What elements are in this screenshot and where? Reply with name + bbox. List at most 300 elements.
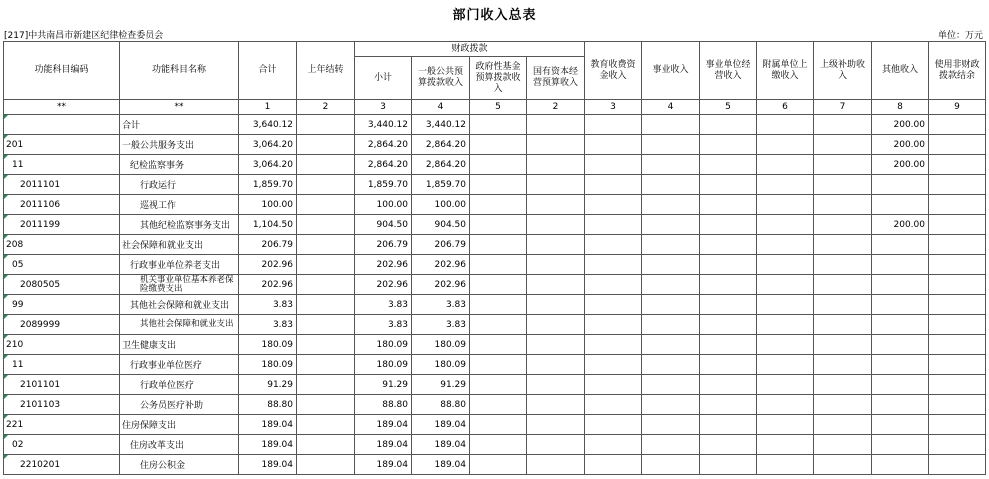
gov-fund-cell [470,275,527,295]
business-cell [642,155,700,175]
affiliated-cell [757,455,814,475]
operating-cell [700,195,757,215]
carryover-cell [297,115,355,135]
name-cell: 一般公共服务支出 [120,135,239,155]
superior-subsidy-cell [814,255,872,275]
affiliated-cell [757,295,814,315]
table-row [4,295,986,315]
subtotal-cell: 904.50 [355,215,412,235]
total-cell: 100.00 [239,195,297,215]
cell-marker-icon [4,335,8,339]
table-row [4,395,986,415]
subtotal-cell: 180.09 [355,335,412,355]
total-cell: 189.04 [239,435,297,455]
business-cell [642,295,700,315]
carryover-cell [297,175,355,195]
affiliated-cell [757,435,814,455]
page-title: 部门收入总表 [452,8,537,23]
cell-marker-icon [4,235,8,239]
total-cell: 189.04 [239,455,297,475]
table-row [4,175,986,195]
state-capital-cell [527,195,585,215]
superior-subsidy-cell [814,335,872,355]
state-capital-cell [527,135,585,155]
business-cell [642,415,700,435]
cell-marker-icon [4,195,8,199]
affiliated-cell [757,275,814,295]
code-cell: 201 [4,135,120,155]
index-cell: ** [4,100,120,115]
name-cell: 行政事业单位医疗 [120,355,239,375]
carryover-cell [297,195,355,215]
other-cell [872,455,929,475]
total-cell: 3,064.20 [239,135,297,155]
other-cell [872,175,929,195]
code-cell: 2080505 [4,275,120,295]
business-cell [642,335,700,355]
superior-subsidy-cell [814,455,872,475]
subtotal-cell: 2,864.20 [355,135,412,155]
name-cell: 其他社会保障和就业支出 [120,295,239,315]
business-cell [642,275,700,295]
carryover-cell [297,355,355,375]
operating-cell [700,315,757,335]
carryover-cell [297,415,355,435]
state-capital-cell [527,415,585,435]
header-superior-subsidy: 上级补助收入 [814,42,872,100]
gov-fund-cell [470,435,527,455]
other-cell [872,435,929,455]
affiliated-cell [757,195,814,215]
header-operating: 事业单位经营收入 [700,42,757,100]
header-carryover: 上年结转 [297,42,355,100]
subtotal-cell: 189.04 [355,455,412,475]
general-budget-cell: 3.83 [412,315,470,335]
superior-subsidy-cell [814,315,872,335]
cell-marker-icon [4,395,8,399]
business-cell [642,375,700,395]
cell-marker-icon [4,355,8,359]
operating-cell [700,155,757,175]
state-capital-cell [527,295,585,315]
operating-cell [700,415,757,435]
affiliated-cell [757,155,814,175]
carryover-cell [297,215,355,235]
name-cell: 纪检监察事务 [120,155,239,175]
general-budget-cell: 88.80 [412,395,470,415]
gov-fund-cell [470,155,527,175]
business-cell [642,455,700,475]
header-edu-fee: 教育收费资金收入 [585,42,642,100]
cell-marker-icon [4,375,8,379]
other-cell [872,415,929,435]
superior-subsidy-cell [814,435,872,455]
code-cell: 2011106 [4,195,120,215]
state-capital-cell [527,375,585,395]
affiliated-cell [757,395,814,415]
header-subtotal: 小计 [355,57,412,100]
general-budget-cell: 189.04 [412,415,470,435]
business-cell [642,355,700,375]
affiliated-cell [757,315,814,335]
code-cell: 99 [4,295,120,315]
non-fiscal-balance-cell [929,135,986,155]
superior-subsidy-cell [814,295,872,315]
operating-cell [700,215,757,235]
subtotal-cell: 88.80 [355,395,412,415]
business-cell [642,195,700,215]
state-capital-cell [527,315,585,335]
gov-fund-cell [470,395,527,415]
index-cell: 7 [814,100,872,115]
name-cell: 机关事业单位基本养老保险缴费支出 [120,275,239,295]
other-cell: 200.00 [872,135,929,155]
operating-cell [700,355,757,375]
gov-fund-cell [470,255,527,275]
non-fiscal-balance-cell [929,235,986,255]
code-cell: 2210201 [4,455,120,475]
edu-fee-cell [585,455,642,475]
other-cell [872,395,929,415]
name-cell: 其他社会保障和就业支出 [120,315,239,335]
header-state-capital: 国有资本经营预算收入 [527,57,585,100]
non-fiscal-balance-cell [929,255,986,275]
operating-cell [700,455,757,475]
general-budget-cell: 189.04 [412,435,470,455]
index-cell: 5 [700,100,757,115]
total-cell: 202.96 [239,275,297,295]
total-cell: 180.09 [239,355,297,375]
subtotal-cell: 100.00 [355,195,412,215]
superior-subsidy-cell [814,235,872,255]
non-fiscal-balance-cell [929,155,986,175]
cell-marker-icon [4,455,8,459]
other-cell [872,295,929,315]
state-capital-cell [527,175,585,195]
business-cell [642,115,700,135]
superior-subsidy-cell [814,195,872,215]
edu-fee-cell [585,235,642,255]
total-cell: 3,640.12 [239,115,297,135]
name-cell: 住房保障支出 [120,415,239,435]
edu-fee-cell [585,215,642,235]
operating-cell [700,295,757,315]
carryover-cell [297,395,355,415]
state-capital-cell [527,155,585,175]
index-cell: 2 [527,100,585,115]
edu-fee-cell [585,115,642,135]
affiliated-cell [757,115,814,135]
table-row [4,135,986,155]
gov-fund-cell [470,175,527,195]
code-cell: 221 [4,415,120,435]
superior-subsidy-cell [814,415,872,435]
edu-fee-cell [585,415,642,435]
business-cell [642,435,700,455]
code-cell: 2101103 [4,395,120,415]
edu-fee-cell [585,135,642,155]
header-total: 合计 [239,42,297,100]
subtotal-cell: 189.04 [355,435,412,455]
table-row [4,435,986,455]
header-general-budget: 一般公共预算拨款收入 [412,57,470,100]
edu-fee-cell [585,275,642,295]
income-summary-table [3,41,986,475]
total-cell: 3,064.20 [239,155,297,175]
state-capital-cell [527,275,585,295]
non-fiscal-balance-cell [929,315,986,335]
carryover-cell [297,335,355,355]
non-fiscal-balance-cell [929,175,986,195]
carryover-cell [297,435,355,455]
cell-marker-icon [4,175,8,179]
organization-label: [217]中共南昌市新建区纪律检查委员会 [4,31,164,41]
header-non-fiscal-balance: 使用非财政拨款结余 [929,42,986,100]
non-fiscal-balance-cell [929,435,986,455]
table-row [4,355,986,375]
cell-marker-icon [4,315,8,319]
superior-subsidy-cell [814,355,872,375]
subtotal-cell: 3.83 [355,315,412,335]
total-cell: 1,859.70 [239,175,297,195]
state-capital-cell [527,435,585,455]
business-cell [642,215,700,235]
non-fiscal-balance-cell [929,115,986,135]
state-capital-cell [527,115,585,135]
table-row [4,415,986,435]
name-cell: 卫生健康支出 [120,335,239,355]
general-budget-cell: 100.00 [412,195,470,215]
cell-marker-icon [4,215,8,219]
subtotal-cell: 189.04 [355,415,412,435]
operating-cell [700,335,757,355]
gov-fund-cell [470,355,527,375]
other-cell [872,235,929,255]
gov-fund-cell [470,195,527,215]
gov-fund-cell [470,455,527,475]
header-other: 其他收入 [872,42,929,100]
business-cell [642,395,700,415]
edu-fee-cell [585,315,642,335]
name-cell: 住房公积金 [120,455,239,475]
state-capital-cell [527,235,585,255]
other-cell: 200.00 [872,215,929,235]
cell-marker-icon [4,415,8,419]
total-cell: 189.04 [239,415,297,435]
gov-fund-cell [470,315,527,335]
index-cell: 2 [297,100,355,115]
gov-fund-cell [470,235,527,255]
operating-cell [700,375,757,395]
code-cell: 02 [4,435,120,455]
cell-marker-icon [4,295,8,299]
code-cell: 210 [4,335,120,355]
header-affiliated: 附属单位上缴收入 [757,42,814,100]
name-cell: 巡视工作 [120,195,239,215]
name-cell: 合计 [120,115,239,135]
business-cell [642,175,700,195]
total-cell: 202.96 [239,255,297,275]
other-cell: 200.00 [872,155,929,175]
subtotal-cell: 1,859.70 [355,175,412,195]
edu-fee-cell [585,375,642,395]
code-cell: 11 [4,355,120,375]
state-capital-cell [527,395,585,415]
index-cell: 8 [872,100,929,115]
operating-cell [700,115,757,135]
general-budget-cell: 3,440.12 [412,115,470,135]
unit-label: 单位：万元 [937,31,983,41]
superior-subsidy-cell [814,155,872,175]
subtotal-cell: 3,440.12 [355,115,412,135]
superior-subsidy-cell [814,395,872,415]
carryover-cell [297,315,355,335]
general-budget-cell: 2,864.20 [412,155,470,175]
table-row [4,315,986,335]
gov-fund-cell [470,295,527,315]
index-cell: ** [120,100,239,115]
gov-fund-cell [470,415,527,435]
total-cell: 1,104.50 [239,215,297,235]
name-cell: 行政运行 [120,175,239,195]
general-budget-cell: 189.04 [412,455,470,475]
general-budget-cell: 3.83 [412,295,470,315]
general-budget-cell: 2,864.20 [412,135,470,155]
table-row [4,335,986,355]
non-fiscal-balance-cell [929,215,986,235]
business-cell [642,135,700,155]
non-fiscal-balance-cell [929,455,986,475]
superior-subsidy-cell [814,215,872,235]
carryover-cell [297,255,355,275]
subtotal-cell: 180.09 [355,355,412,375]
carryover-cell [297,135,355,155]
total-cell: 3.83 [239,295,297,315]
carryover-cell [297,275,355,295]
code-cell: 05 [4,255,120,275]
business-cell [642,315,700,335]
gov-fund-cell [470,135,527,155]
affiliated-cell [757,375,814,395]
index-cell: 4 [642,100,700,115]
code-cell: 208 [4,235,120,255]
table-row [4,375,986,395]
carryover-cell [297,455,355,475]
subtotal-cell: 2,864.20 [355,155,412,175]
general-budget-cell: 91.29 [412,375,470,395]
state-capital-cell [527,255,585,275]
index-cell: 6 [757,100,814,115]
business-cell [642,235,700,255]
header-business: 事业收入 [642,42,700,100]
header-name: 功能科目名称 [120,42,239,100]
affiliated-cell [757,175,814,195]
total-cell: 88.80 [239,395,297,415]
state-capital-cell [527,355,585,375]
non-fiscal-balance-cell [929,395,986,415]
superior-subsidy-cell [814,275,872,295]
table-row [4,275,986,295]
non-fiscal-balance-cell [929,355,986,375]
state-capital-cell [527,335,585,355]
total-cell: 3.83 [239,315,297,335]
table-row [4,215,986,235]
header-code: 功能科目编码 [4,42,120,100]
code-cell: 2089999 [4,315,120,335]
affiliated-cell [757,335,814,355]
affiliated-cell [757,415,814,435]
business-cell [642,255,700,275]
subtotal-cell: 202.96 [355,275,412,295]
non-fiscal-balance-cell [929,195,986,215]
index-cell: 4 [412,100,470,115]
name-cell: 公务员医疗补助 [120,395,239,415]
operating-cell [700,395,757,415]
superior-subsidy-cell [814,135,872,155]
header-gov-fund: 政府性基金预算拨款收入 [470,57,527,100]
non-fiscal-balance-cell [929,415,986,435]
cell-marker-icon [4,255,8,259]
operating-cell [700,255,757,275]
table-row [4,195,986,215]
name-cell: 行政单位医疗 [120,375,239,395]
subtotal-cell: 202.96 [355,255,412,275]
total-cell: 91.29 [239,375,297,395]
name-cell: 行政事业单位养老支出 [120,255,239,275]
other-cell: 200.00 [872,115,929,135]
edu-fee-cell [585,155,642,175]
edu-fee-cell [585,355,642,375]
cell-marker-icon [4,155,8,159]
other-cell [872,275,929,295]
non-fiscal-balance-cell [929,335,986,355]
carryover-cell [297,375,355,395]
gov-fund-cell [470,335,527,355]
table-row [4,235,986,255]
other-cell [872,375,929,395]
carryover-cell [297,295,355,315]
gov-fund-cell [470,375,527,395]
edu-fee-cell [585,435,642,455]
index-cell: 3 [585,100,642,115]
other-cell [872,195,929,215]
carryover-cell [297,235,355,255]
general-budget-cell: 202.96 [412,275,470,295]
edu-fee-cell [585,175,642,195]
affiliated-cell [757,255,814,275]
carryover-cell [297,155,355,175]
name-cell: 其他纪检监察事务支出 [120,215,239,235]
general-budget-cell: 904.50 [412,215,470,235]
superior-subsidy-cell [814,375,872,395]
affiliated-cell [757,355,814,375]
non-fiscal-balance-cell [929,295,986,315]
operating-cell [700,435,757,455]
other-cell [872,355,929,375]
edu-fee-cell [585,335,642,355]
edu-fee-cell [585,255,642,275]
superior-subsidy-cell [814,175,872,195]
general-budget-cell: 180.09 [412,335,470,355]
general-budget-cell: 180.09 [412,355,470,375]
subtotal-cell: 206.79 [355,235,412,255]
index-row [4,100,986,115]
total-cell: 206.79 [239,235,297,255]
affiliated-cell [757,235,814,255]
operating-cell [700,275,757,295]
cell-marker-icon [4,135,8,139]
code-cell: 2011101 [4,175,120,195]
